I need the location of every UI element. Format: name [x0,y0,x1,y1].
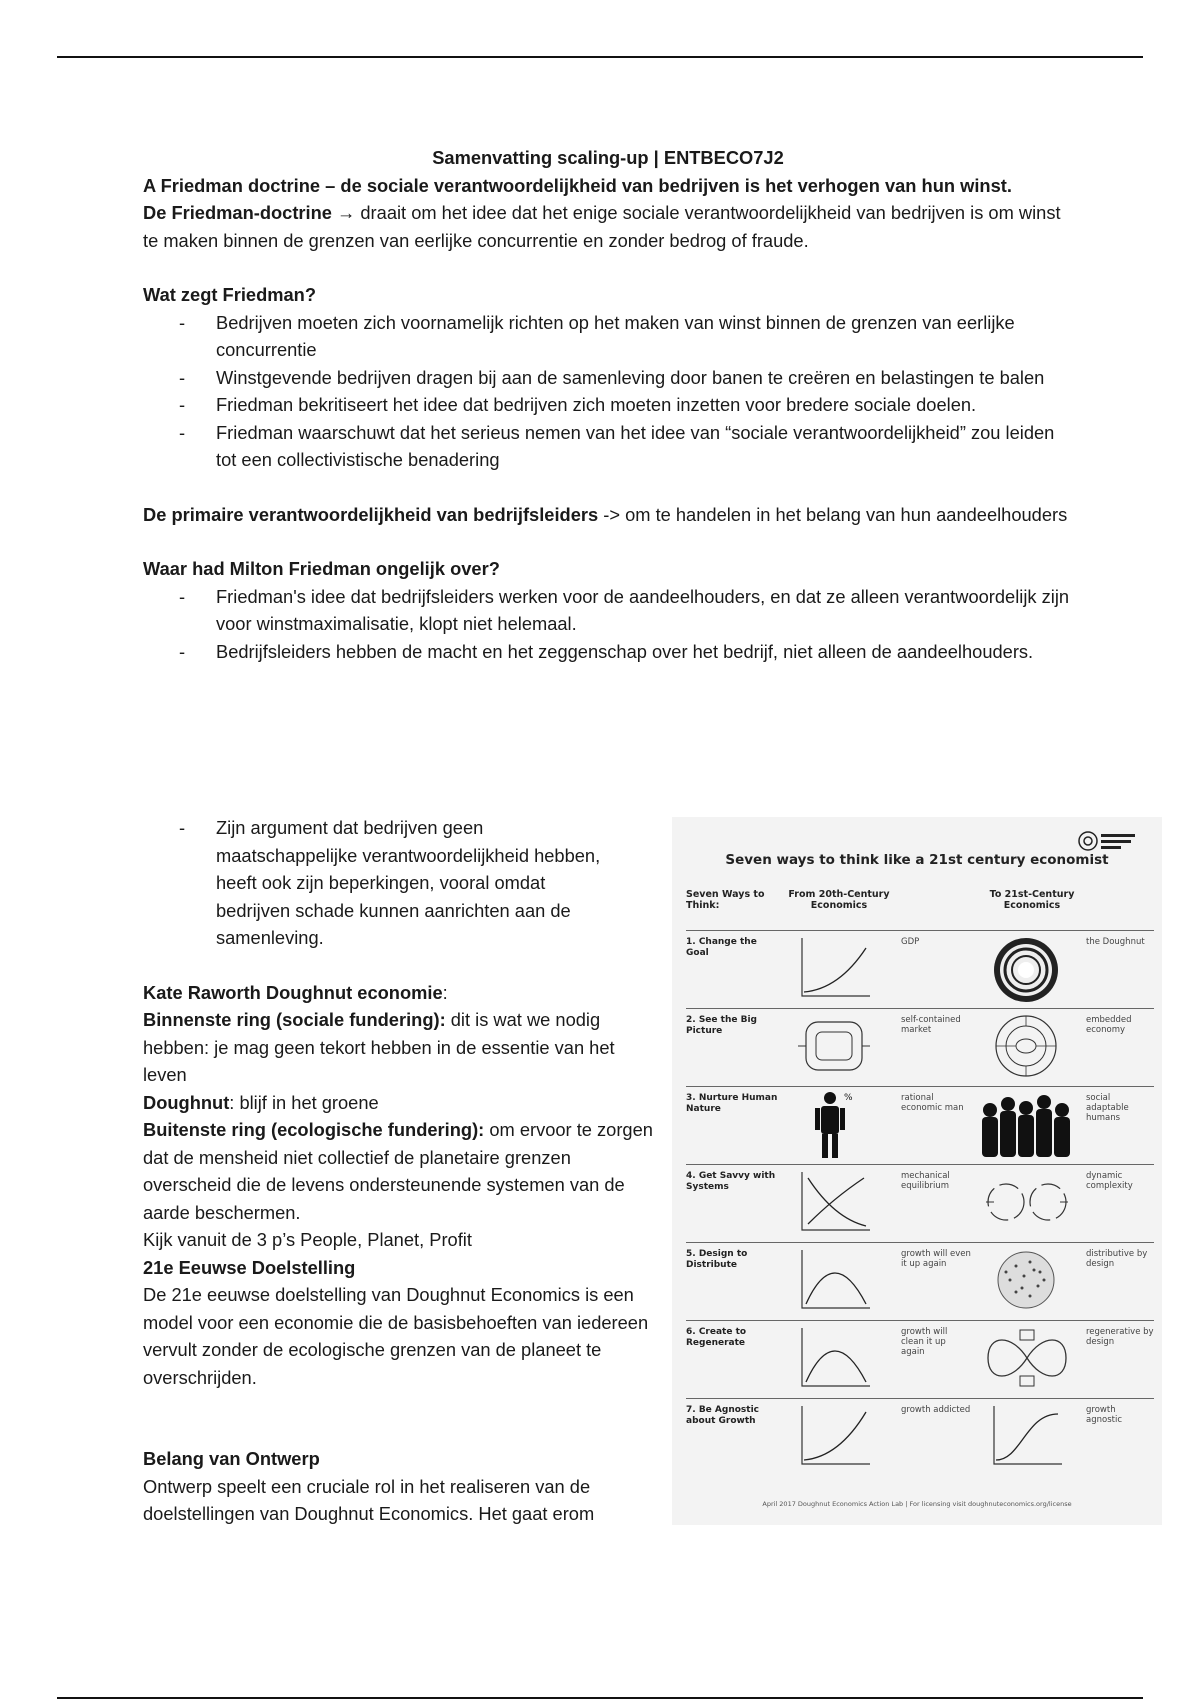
kate-colon: : [442,981,448,1003]
section-heading-ongelijk: Waar had Milton Friedman ongelijk over? [143,558,500,579]
column-header-ways: Seven Ways to Think: [686,889,765,911]
list-item: - Zijn argument dat bedrijven geen maatschappelijke verantwoordelijkheid hebben, heeft ook zijn beperkingen, vooral omdat bedrijven schade kunnen aanrichten aan de samenleving. [216,814,616,952]
list-item: - Friedman waarschuwt dat het serieus nemen van het idee van “sociale verantwoordelijkheid” zou leiden tot een collectivistische benadering [216,419,1073,474]
top-rule [57,56,1143,58]
figure-row [686,1398,1154,1476]
inner-ring-term: Binnenste ring (sociale fundering): [143,1009,446,1030]
intro-term: De Friedman-doctrine [143,202,332,223]
row-label: 1. Change the Goal [686,937,757,958]
kate-term: Kate Raworth Doughnut economie [143,981,443,1003]
column-header-20th: From 20th-Century Economics [788,889,890,911]
figure-row [686,1320,1154,1398]
old-label: rational economic man [901,1093,964,1113]
list-item: - Bedrijven moeten zich voornamelijk richten op het maken van winst binnen de grenzen van eerlijke concurrentie [216,309,1073,364]
list-item: - Bedrijfsleiders hebben de macht en het zeggenschap over het bedrijf, niet alleen de aandeelhouders. [216,638,1073,666]
new-label: dynamic complexity [1086,1171,1133,1191]
figure-title: Seven ways to think like a 21st century economist [725,852,1109,868]
three-p-line: Kijk vanuit de 3 p’s People, Planet, Profit [143,1229,472,1250]
figure-row [686,1164,1154,1242]
row-label: 3. Nurture Human Nature [686,1093,778,1114]
lower-left-column [143,814,663,1528]
figure-row [686,1242,1154,1320]
new-label: embedded economy [1086,1015,1132,1035]
old-label: mechanical equilibrium [901,1171,950,1191]
primary-term: De primaire verantwoordelijkheid van bedrijfsleiders [143,503,599,525]
inner-ring-text: dit is wat we nodig hebben: je mag geen tekort hebben in de essentie van het leven [143,1009,615,1085]
crowd-icon [976,1090,1076,1160]
deal-logo-icon [1078,829,1138,853]
svg-text:%: % [844,1093,853,1103]
row-label: 5. Design to Distribute [686,1249,748,1270]
new-label: the Doughnut [1086,937,1145,947]
list-wat-zegt [143,309,1073,474]
section-heading-wat-zegt: Wat zegt Friedman? [143,284,317,305]
figure-row [686,1086,1154,1164]
network-sphere-icon [986,1246,1066,1314]
page-title: Samenvatting scaling-up | ENTBECO7J2 [432,147,784,168]
s-curve-icon [986,1402,1066,1470]
list-item: - Friedman's idee dat bedrijfsleiders werken voor de aandeelhouders, en dat ze alleen verantwoordelijk zijn voor winstmaximalisatie, klopt niet helemaal. [216,583,1073,638]
outer-ring-text: om ervoor te zorgen dat de mensheid niet collectief de planetaire grenzen overscheid die de levens ondersteunende systemen van de aarde beschermen. [143,1119,653,1223]
old-label: growth will even it up again [901,1249,971,1269]
list-ongelijk [143,583,1073,666]
doughnut-paragraph [143,1089,663,1117]
feedback-loops-icon [982,1168,1072,1236]
circular-flow-icon [794,1012,874,1080]
seven-ways-infographic [672,817,1162,1525]
inner-ring-paragraph [143,1006,663,1089]
new-label: regenerative by design [1086,1327,1154,1347]
arrow-icon: → [337,202,356,223]
old-label: growth addicted [901,1405,971,1415]
primary-responsibility [143,501,1073,529]
design-paragraph: Ontwerp speelt een cruciale rol in het realiseren van de doelstellingen van Doughnut Economics. Het gaat erom [143,1475,595,1524]
bottom-rule [57,1697,1143,1699]
figure-row [686,1008,1154,1086]
design-heading: Belang van Ontwerp [143,1448,320,1469]
new-label: social adaptable humans [1086,1093,1129,1123]
old-label: self-contained market [901,1015,961,1035]
old-label: growth will clean it up again [901,1327,948,1357]
supply-demand-icon [794,1168,874,1236]
kate-heading [143,979,663,1007]
row-label: 2. See the Big Picture [686,1015,757,1036]
embedded-economy-icon [986,1012,1066,1080]
heading-friedman-doctrine: A Friedman doctrine – de sociale verantwoordelijkheid van bedrijven is het verhogen van hun winst. [143,174,1012,196]
list-item: - Winstgevende bedrijven dragen bij aan de samenleving door banen te creëren en belastingen te balen [216,364,1073,392]
economic-man-icon [804,1090,864,1160]
butterfly-diagram-icon [982,1324,1072,1392]
outer-ring-term: Buitenste ring (ecologische fundering): [143,1119,485,1140]
figure-footer: April 2017 Doughnut Economics Action Lab | For licensing visit doughnuteconomics.org/license [762,1500,1072,1508]
goal-paragraph: De 21e eeuwse doelstelling van Doughnut Economics is een model voor een economie die de basisbehoeften van iedereen vervult zonder de ecologische grenzen van de planeet te overschrijden. [143,1284,649,1388]
row-label: 4. Get Savvy with Systems [686,1171,776,1192]
environmental-kuznets-icon [794,1324,874,1392]
list-item: - Friedman bekritiseert het idee dat bedrijven zich moeten inzetten voor bredere sociale doelen. [216,391,1073,419]
new-label: growth agnostic [1086,1405,1122,1425]
primary-text: -> om te handelen in het belang van hun aandeelhouders [598,503,1068,525]
doughnut-icon [986,934,1066,1006]
goal-heading: 21e Eeuwse Doelstelling [143,1256,356,1278]
list-ongelijk-continued [143,814,663,952]
document-body [143,144,1073,665]
column-header-21st: To 21st-Century Economics [989,889,1075,911]
doughnut-text: : blijf in het groene [229,1091,379,1113]
gdp-curve-icon [794,934,874,1002]
figure-row [686,930,1154,1008]
doughnut-term: Doughnut [143,1091,230,1113]
old-label: GDP [901,937,920,947]
intro-text: draait om het idee dat het enige sociale verantwoordelijkheid van bedrijven is om winst te maken binnen de grenzen van eerlijke concurrentie en zonder bedrog of fraude. [143,202,1061,251]
intro-paragraph [143,199,1073,254]
row-label: 7. Be Agnostic about Growth [686,1405,759,1426]
exponential-growth-icon [794,1402,874,1470]
new-label: distributive by design [1086,1249,1148,1269]
kuznets-curve-icon [794,1246,874,1314]
outer-ring-paragraph [143,1116,663,1226]
row-label: 6. Create to Regenerate [686,1327,747,1348]
